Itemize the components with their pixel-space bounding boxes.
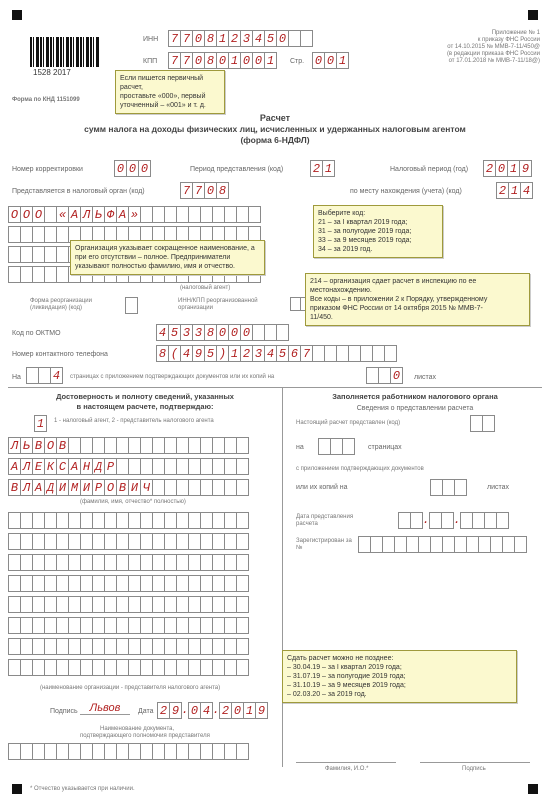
page-cells[interactable] <box>312 52 348 69</box>
note-correction <box>115 70 225 114</box>
name-cell: Ь <box>92 206 105 223</box>
ifns-cell: 7 <box>192 182 205 199</box>
inn-cell <box>300 30 313 47</box>
note-line: Если пишется первичный расчет, <box>120 75 204 91</box>
fio-cell: А <box>68 458 81 475</box>
appendix-block <box>430 30 540 65</box>
fio-cell: И <box>128 479 141 496</box>
fio-cell: В <box>116 479 129 496</box>
pages-text: страницах с приложением подтверждающих документов или их копий на <box>70 374 275 380</box>
right-subheading: Сведения о представлении расчета <box>356 405 474 412</box>
name-row[interactable] <box>8 458 248 475</box>
corner-marker <box>528 784 538 794</box>
org-row[interactable] <box>8 638 248 655</box>
org-cell <box>236 659 249 676</box>
date-cell: 2 <box>219 702 232 719</box>
agent-name-row[interactable] <box>8 206 260 223</box>
kpp-label: КПП <box>143 58 158 65</box>
fio-cell: Р <box>92 479 105 496</box>
name-cell: Л <box>80 206 93 223</box>
date-cell: 9 <box>169 702 182 719</box>
kpp-cell: 8 <box>204 52 217 69</box>
oktmo-cell: 8 <box>204 324 217 341</box>
doc-caption2: подтверждающего полномочия представителя <box>80 733 210 739</box>
kpp-cell: 0 <box>192 52 205 69</box>
fio-cell: С <box>56 458 69 475</box>
phone-cell: 4 <box>264 345 277 362</box>
reorg-inn-label: ИНН/КПП реорганизованной организации <box>178 298 258 311</box>
date-cell: 0 <box>188 702 201 719</box>
org-cell <box>236 575 249 592</box>
fio-cell: Н <box>80 458 93 475</box>
org-row[interactable] <box>8 533 248 550</box>
note-line: при его отсутствии – полное. Предприниматели <box>75 254 231 261</box>
tax-period-label: Налоговый период (год) <box>390 166 469 173</box>
fio-cell: Р <box>104 458 117 475</box>
org-row[interactable] <box>8 659 248 676</box>
appendix-line: к приказу ФНС России <box>477 37 540 43</box>
phone-cell: 2 <box>240 345 253 362</box>
signer-code-cell[interactable] <box>34 415 46 432</box>
inn-cell: 8 <box>204 30 217 47</box>
org-cell <box>236 617 249 634</box>
oktmo-cell: 3 <box>180 324 193 341</box>
date-separator: . <box>453 513 461 527</box>
kpp-cell: 7 <box>168 52 181 69</box>
correction-cell: 0 <box>126 160 139 177</box>
corner-marker <box>12 784 22 794</box>
note-line: Сдать расчет можно не позднее: <box>287 655 394 662</box>
org-row[interactable] <box>8 575 248 592</box>
name-cell: А <box>116 206 129 223</box>
appendix-line: от 17.01.2018 № ММВ-7-11/18@) <box>448 58 540 64</box>
oktmo-cell <box>276 324 289 341</box>
kpp-cell: 1 <box>264 52 277 69</box>
copies-label: или их копий на <box>296 484 348 491</box>
year-cell: 9 <box>519 160 532 177</box>
sub-date-cell <box>496 512 509 529</box>
note-line: проставьте «000», первый <box>120 93 206 100</box>
location-cells[interactable] <box>496 182 532 199</box>
note-line: 34 – за 2019 год. <box>318 246 373 253</box>
sign-label: Подпись <box>50 708 78 715</box>
fio-cell: Ч <box>140 479 153 496</box>
phone-label: Номер контактного телефона <box>12 351 108 358</box>
sheets-cell: 0 <box>390 367 403 384</box>
kpp-cell: 0 <box>216 52 229 69</box>
year-cell: 0 <box>495 160 508 177</box>
fio-cell: Е <box>32 458 45 475</box>
fio-cell: Л <box>20 479 33 496</box>
inn-cell: 3 <box>240 30 253 47</box>
oktmo-cell: 4 <box>156 324 169 341</box>
inn-cell: 1 <box>216 30 229 47</box>
on-label: на <box>296 444 304 451</box>
signer-options: 1 - налоговый агент, 2 - представитель налогового агента <box>54 418 214 424</box>
code-cells[interactable] <box>470 415 494 432</box>
appendix-line: Приложение № 1 <box>491 30 540 36</box>
phone-cell: 4 <box>180 345 193 362</box>
signer-cell: 1 <box>34 415 47 432</box>
sheets-label: листах <box>414 374 437 381</box>
code-label: Настоящий расчет представлен (код) <box>296 420 401 426</box>
oktmo-cell: 0 <box>228 324 241 341</box>
fio-cell: Д <box>44 479 57 496</box>
signature-value[interactable]: Львов <box>80 702 130 715</box>
name-cell: О <box>20 206 33 223</box>
note-agent-name <box>70 240 265 275</box>
kpp-cell: 1 <box>228 52 241 69</box>
fio-cell <box>236 479 249 496</box>
appendix-line: от 14.10.2015 № ММВ-7-11/450@ <box>447 44 540 50</box>
date-cell: 4 <box>200 702 213 719</box>
date-cell: 2 <box>157 702 170 719</box>
pages-received-cell <box>342 438 355 455</box>
oktmo-cell: 0 <box>240 324 253 341</box>
fio-cell: И <box>56 479 69 496</box>
org-row[interactable] <box>8 596 248 613</box>
inn-cells[interactable] <box>168 30 312 47</box>
name-cell: О <box>32 206 45 223</box>
code-cell <box>482 415 495 432</box>
pages-cells[interactable] <box>26 367 62 384</box>
divider <box>282 387 283 767</box>
phone-cell: ) <box>216 345 229 362</box>
date-cells[interactable] <box>157 702 267 719</box>
submission-date-label: Дата представления расчета <box>296 514 354 527</box>
doc-row[interactable] <box>8 743 248 760</box>
fio-cell: А <box>32 479 45 496</box>
org-cell <box>236 554 249 571</box>
phone-cell <box>384 345 397 362</box>
note-line: 214 – организация сдает расчет в инспекцию по ее <box>310 278 477 285</box>
fio-cell: К <box>44 458 57 475</box>
tax-authority-label: Представляется в налоговый орган (код) <box>12 188 145 195</box>
reorg-label: Форма реорганизации (ликвидация) (код) <box>30 298 92 311</box>
note-line: Организация указывает сокращенное наименование, а <box>75 245 255 252</box>
phone-cell: 5 <box>204 345 217 362</box>
right-heading: Заполняется работником налогового органа <box>332 392 498 401</box>
ifns-cell: 0 <box>204 182 217 199</box>
period-cell: 1 <box>322 160 335 177</box>
phone-cell: 5 <box>276 345 289 362</box>
kpp-cell: 0 <box>252 52 265 69</box>
inn-cell: 4 <box>252 30 265 47</box>
oktmo-label: Код по ОКТМО <box>12 330 61 337</box>
note-location-code <box>305 273 530 326</box>
with-docs-label: с приложением подтверждающих документов <box>296 466 424 472</box>
note-line: – 30.04.19 – за I квартал 2019 года; <box>287 664 402 671</box>
sign-line <box>420 762 530 763</box>
barcode-number: 1528 2017 <box>33 68 71 77</box>
note-line: 11/450. <box>310 314 333 321</box>
location-cell: 4 <box>520 182 533 199</box>
phone-cell: 3 <box>252 345 265 362</box>
date-cell: 9 <box>255 702 268 719</box>
note-line: 21 – за I квартал 2019 года; <box>318 219 408 226</box>
page-label: Стр. <box>290 58 305 65</box>
fio-cell: В <box>56 437 69 454</box>
note-line: Выберите код: <box>318 210 366 217</box>
date-cell: 0 <box>231 702 244 719</box>
period-code-label: Период представления (код) <box>190 166 284 173</box>
fio-cell: В <box>32 437 45 454</box>
fio-line <box>296 762 396 763</box>
pages-prefix: На <box>12 374 21 381</box>
form-code: Форма по КНД 1151099 <box>12 97 80 103</box>
name-cell: « <box>56 206 69 223</box>
note-line: местонахождению. <box>310 287 372 294</box>
inn-label: ИНН <box>143 36 159 43</box>
year-cell: 1 <box>507 160 520 177</box>
org-cell <box>236 638 249 655</box>
phone-cell: ( <box>168 345 181 362</box>
inn-cell: 2 <box>228 30 241 47</box>
patronymic-row[interactable] <box>8 479 248 496</box>
inn-cell: 7 <box>168 30 181 47</box>
date-cell: 1 <box>243 702 256 719</box>
date-separator: . <box>181 703 189 717</box>
org-cell <box>236 533 249 550</box>
org-row[interactable] <box>8 554 248 571</box>
copies-cell <box>454 479 467 496</box>
location-cell: 2 <box>496 182 509 199</box>
corner-marker <box>528 10 538 20</box>
correction-label: Номер корректировки <box>12 166 83 173</box>
fio-cell: И <box>80 479 93 496</box>
page-cell: 1 <box>336 52 349 69</box>
barcode <box>30 37 100 67</box>
name-cell: » <box>128 206 141 223</box>
agent-caption: (налоговый агент) <box>180 285 231 291</box>
correction-cell: 0 <box>138 160 151 177</box>
kpp-cell: 0 <box>240 52 253 69</box>
inspector-fio-label: Фамилия, И.О.* <box>325 766 369 772</box>
note-line: – 31.07.19 – за полугодие 2019 года; <box>287 673 406 680</box>
phone-cell: 7 <box>300 345 313 362</box>
surname-row[interactable] <box>8 437 248 454</box>
copies-sheets-label: листах <box>487 484 510 491</box>
fio-cell: Ь <box>20 437 33 454</box>
reg-cell <box>514 536 527 553</box>
correction-cell: 0 <box>114 160 127 177</box>
phone-cell: 8 <box>156 345 169 362</box>
location-label: по месту нахождения (учета) (код) <box>350 188 462 195</box>
phone-cells[interactable] <box>156 345 396 362</box>
year-cell: 2 <box>483 160 496 177</box>
inspector-sign-label: Подпись <box>462 766 486 772</box>
fio-cell: М <box>68 479 81 496</box>
tax-authority-cells[interactable] <box>180 182 228 199</box>
phone-cell: 1 <box>228 345 241 362</box>
org-cell <box>236 596 249 613</box>
org-row[interactable] <box>8 617 248 634</box>
ifns-cell: 8 <box>216 182 229 199</box>
org-caption: (наименование организации - представителя налогового агента) <box>40 685 221 691</box>
location-cell: 1 <box>508 182 521 199</box>
ifns-cell: 7 <box>180 182 193 199</box>
note-line: уточненный – «001» и т. д. <box>120 102 206 109</box>
fio-cell <box>236 437 249 454</box>
inn-cell: 0 <box>276 30 289 47</box>
left-heading2: в настоящем расчете, подтверждаю: <box>76 402 214 411</box>
appendix-line: (в редакции приказа ФНС России <box>446 51 540 57</box>
period-cell: 2 <box>310 160 323 177</box>
name-cell: Ф <box>104 206 117 223</box>
inn-cell: 7 <box>180 30 193 47</box>
sheets-cells[interactable] <box>366 367 402 384</box>
name-cell: А <box>68 206 81 223</box>
fio-cell: Л <box>8 437 21 454</box>
doc-cell <box>236 743 249 760</box>
title-line3: (форма 6-НДФЛ) <box>240 135 310 145</box>
doc-caption1: Наименование документа, <box>100 726 175 732</box>
registration-label: Зарегистрирован за № <box>296 538 352 551</box>
left-heading1: Достоверность и полноту сведений, указанных <box>56 392 234 401</box>
note-line: 33 – за 9 месяцев 2019 года; <box>318 237 412 244</box>
copies-cells[interactable] <box>430 479 466 496</box>
phone-cell: 9 <box>192 345 205 362</box>
note-line: указывают полностью фамилию, имя и отчество. <box>75 263 235 270</box>
name-cell <box>248 206 261 223</box>
oktmo-cell: 3 <box>192 324 205 341</box>
note-line: – 02.03.20 – за 2019 год. <box>287 691 367 698</box>
date-separator: . <box>212 703 220 717</box>
date-label: Дата <box>138 708 154 715</box>
date-separator: . <box>422 513 430 527</box>
fio-cell: О <box>44 437 57 454</box>
submission-date-cells[interactable] <box>398 512 508 529</box>
oktmo-cell: 0 <box>216 324 229 341</box>
fio-cell: В <box>8 479 21 496</box>
fio-cell <box>236 458 249 475</box>
title-line2: сумм налога на доходы физических лиц, исчисленных и удержанных налоговым агентом <box>84 124 466 134</box>
note-line: – 31.10.19 – за 9 месяцев 2019 года; <box>287 682 406 689</box>
fio-cell: Л <box>20 458 33 475</box>
kpp-cell: 7 <box>180 52 193 69</box>
registration-cells[interactable] <box>358 536 526 553</box>
name-cell: О <box>8 206 21 223</box>
pages-received-cells[interactable] <box>318 438 354 455</box>
pages-cell: 4 <box>50 367 63 384</box>
reorg-cell <box>125 297 138 314</box>
corner-marker <box>12 10 22 20</box>
footnote: * Отчество указывается при наличии. <box>30 786 135 792</box>
fio-cell: А <box>8 458 21 475</box>
fio-cell: О <box>104 479 117 496</box>
note-line: Все коды – в приложении 2 к Порядку, утвержденному <box>310 296 488 303</box>
note-deadlines <box>282 650 517 703</box>
inn-cell: 0 <box>192 30 205 47</box>
page-cell: 0 <box>324 52 337 69</box>
correction-cells[interactable] <box>114 160 150 177</box>
oktmo-cell: 5 <box>168 324 181 341</box>
kpp-cells[interactable] <box>168 52 276 69</box>
phone-cell: 6 <box>288 345 301 362</box>
divider <box>8 387 542 388</box>
fio-cell: Д <box>92 458 105 475</box>
page-cell: 0 <box>312 52 325 69</box>
title-line1: Расчет <box>259 113 291 123</box>
inn-cell: 5 <box>264 30 277 47</box>
note-line: 31 – за полугодие 2019 года; <box>318 228 412 235</box>
org-row[interactable] <box>8 512 248 529</box>
fio-caption: (фамилия, имя, отчество* полностью) <box>80 499 186 505</box>
pages-received-label: страницах <box>368 444 402 451</box>
oktmo-cells[interactable] <box>156 324 288 341</box>
period-code-cells[interactable] <box>310 160 334 177</box>
org-cell <box>236 512 249 529</box>
tax-period-cells[interactable] <box>483 160 531 177</box>
note-line: приказом ФНС России от 14 октября 2015 № ММВ-7- <box>310 305 483 312</box>
reorg-cells[interactable] <box>125 297 137 314</box>
note-period-codes <box>313 205 443 258</box>
